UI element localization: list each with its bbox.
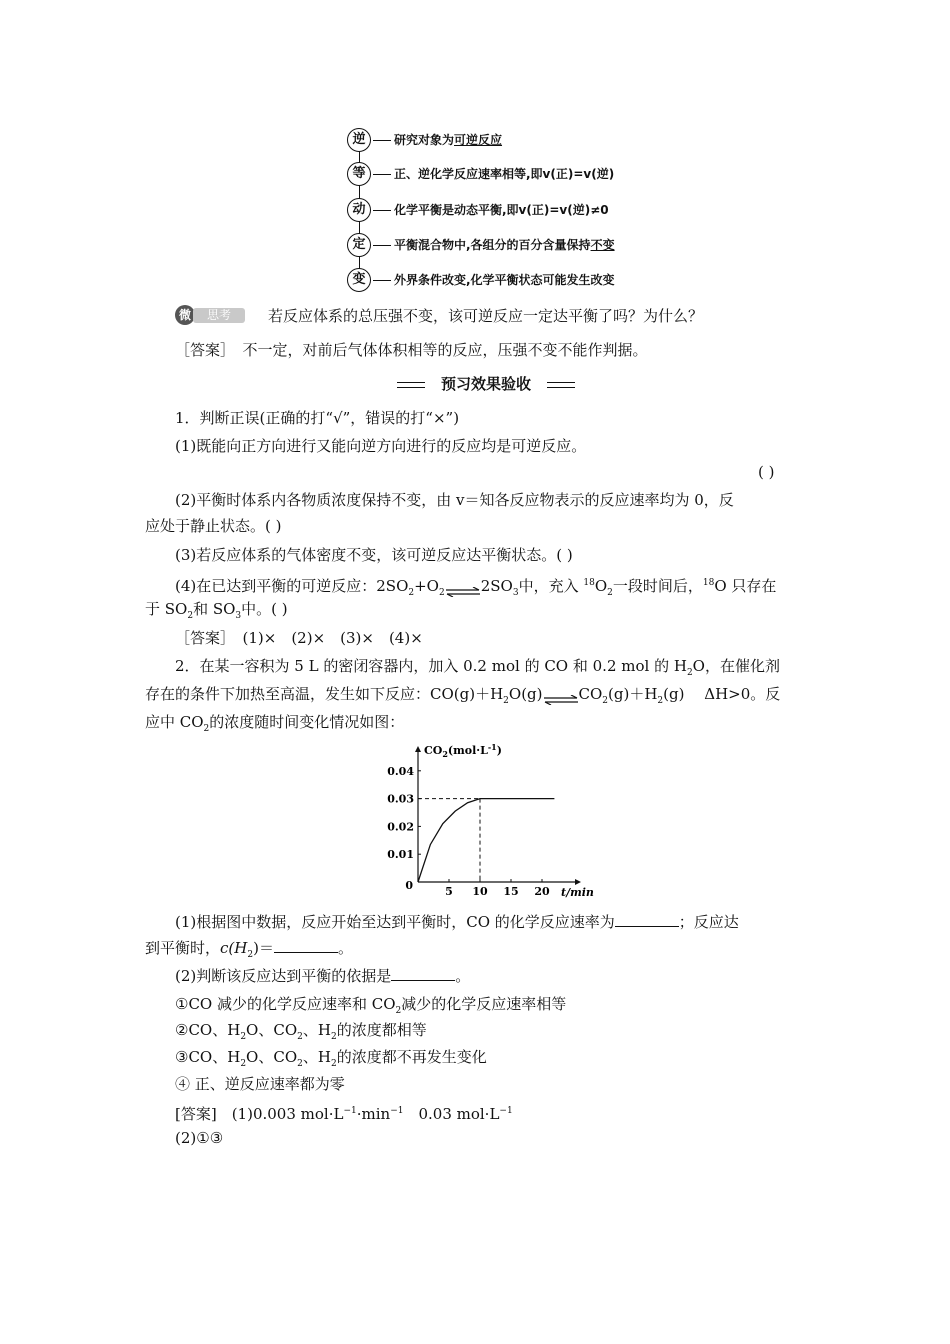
section-rule-right: [547, 382, 575, 388]
micro-think-badge: [175, 305, 245, 325]
feature-text-main: 研究对象为: [394, 133, 455, 147]
q1-item1: (1)既能向正方向进行又能向逆方向进行的反应均是可逆反应。: [175, 437, 587, 455]
equilibrium-arrow-icon: [445, 582, 481, 592]
badge-circle: 微: [175, 305, 195, 325]
section-title: 预习效果验收: [440, 375, 531, 393]
feature-char-2: 等: [347, 162, 371, 186]
feature-connector-line: [373, 140, 391, 141]
feature-char-1: 逆: [347, 128, 371, 152]
feature-char-5: 变: [347, 268, 371, 292]
micro-think-question: 若反应体系的总压强不变，该可逆反应一定达平衡了吗？为什么？: [268, 307, 704, 325]
q2-part1-line2: 到平衡时，$c(H_2)=$ 。: [145, 939, 353, 960]
q1-item4-line1: (4)在已达到平衡的可逆反应：$2SO_2+O_2$ $2SO_3$中，充入 $^{18}O_2$一段时间后，$^{18}$O 只存在: [175, 577, 777, 598]
q2-line3: 应中 $CO_2$的浓度随时间变化情况如图：: [145, 713, 405, 734]
q1-item2-line2: 应处于静止状态。( ): [145, 517, 282, 535]
co2-concentration-chart: [370, 738, 600, 900]
feature-text-2: [394, 165, 614, 182]
equilibrium-arrow-icon: [543, 690, 579, 700]
q2-option3: ③CO、$H_2O$、$CO_2$、$H_2$的浓度都不再发生变化: [175, 1048, 487, 1069]
feature-connector-line: [373, 174, 391, 175]
micro-think-answer: ［答案］ 不一定，对前后气体体积相等的反应，压强不变不能作判据。: [175, 341, 648, 359]
q1-item1-bracket: ( ): [758, 463, 775, 481]
answer-blank[interactable]: [391, 980, 455, 981]
feature-connector-line: [373, 210, 391, 211]
q1-stem: 1．判断正误(正确的打“√”，错误的打“×”): [175, 409, 460, 427]
feature-text-main: 平衡混合物中,各组分的百分含量保持: [394, 238, 591, 252]
q2-line1: 2．在某一容积为 5 L 的密闭容器内，加入 0.2 mol 的 CO 和 0.2 mol 的 $H_2O$，在催化剂: [175, 657, 780, 678]
badge-tag: 思考: [193, 308, 245, 323]
q2-answer-1: [答案] (1)0.003 $mol\cdot L^{-1}\cdot\min^{-1}$ 0.03 $mol\cdot L^{-1}$: [175, 1105, 513, 1123]
feature-char-4: 定: [347, 233, 371, 257]
feature-text-4: [394, 236, 615, 253]
x-tick-label: 10: [472, 885, 488, 898]
feature-text-5: [394, 271, 615, 288]
q2-answer-2: (2)①③: [175, 1129, 224, 1147]
section-header: [397, 372, 575, 396]
x-axis-arrow-icon: [575, 879, 581, 885]
q1-item4-line2: 于 $SO_2$和 $SO_3$中。( ): [145, 600, 288, 621]
q2-option4: ④ 正、逆反应速率都为零: [175, 1075, 345, 1093]
y-tick-label: 0.01: [387, 848, 414, 862]
x-tick-label: 5: [445, 885, 453, 898]
q1-item3: (3)若反应体系的气体密度不变，该可逆反应达平衡状态。( ): [175, 546, 573, 564]
q2-option1: ①CO 减少的化学反应速率和 $CO_2$减少的化学反应速率相等: [175, 995, 567, 1016]
feature-text-underlined: 不变: [590, 238, 615, 252]
feature-connector-line: [373, 245, 391, 246]
feature-text-3: [394, 201, 609, 218]
q2-option2: ②CO、$H_2O$、$CO_2$、$H_2$的浓度都相等: [175, 1021, 427, 1042]
q1-answer: ［答案］ (1)× (2)× (3)× (4)×: [175, 629, 423, 647]
x-tick-label: 15: [503, 885, 519, 898]
y-tick-label: 0.03: [387, 792, 414, 806]
feature-char-3: 动: [347, 198, 371, 222]
answer-blank[interactable]: [615, 926, 679, 927]
q2-line2: 存在的条件下加热至高温，发生如下反应：$CO(g)+H_2O(g)$ $CO_2(g)+H_2(g)$ ΔH>0。反: [145, 685, 781, 706]
origin-label: 0: [405, 879, 413, 892]
y-tick-label: 0.04: [387, 764, 414, 778]
y-tick-label: 0.02: [387, 820, 414, 834]
co2-series-line: [418, 799, 554, 882]
q2-part1-line1: (1)根据图中数据，反应开始至达到平衡时，CO 的化学反应速率为 ；反应达: [175, 913, 739, 931]
feature-text-main: 正、逆化学反应速率相等,即v(正)=v(逆): [394, 167, 615, 181]
y-axis-arrow-icon: [415, 746, 421, 752]
section-rule-left: [397, 382, 425, 388]
x-axis-label: t/min: [561, 886, 594, 899]
answer-blank[interactable]: [274, 952, 338, 953]
feature-text-1: [394, 131, 502, 148]
q1-item2-line1: (2)平衡时体系内各物质浓度保持不变，由 v＝知各反应物表示的反应速率均为 0，反: [175, 491, 734, 509]
q2-part2: (2)判断该反应达到平衡的依据是 。: [175, 967, 471, 985]
x-tick-label: 20: [534, 885, 550, 898]
feature-text-main: 化学平衡是动态平衡,即v(正)=v(逆)≠0: [394, 203, 609, 217]
feature-text-underlined: 可逆反应: [454, 133, 503, 147]
feature-text-main: 外界条件改变,化学平衡状态可能发生改变: [394, 273, 615, 287]
feature-connector-line: [373, 280, 391, 281]
y-axis-label: $CO_2(mol\cdot L^{-1})$: [424, 742, 502, 759]
